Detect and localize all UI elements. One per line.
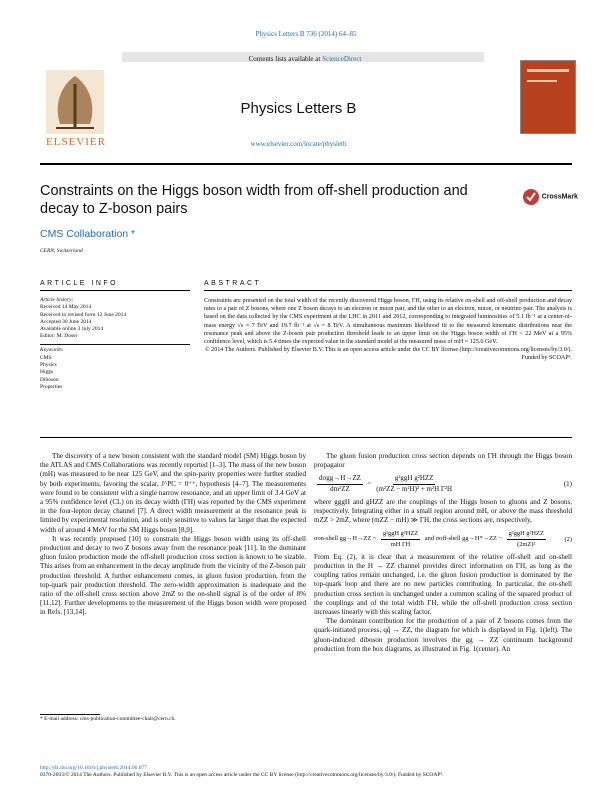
equation-number: (2) — [564, 535, 572, 543]
article-info — [40, 297, 190, 391]
history-item: Accepted 30 June 2014 — [40, 318, 92, 325]
elsevier-logo — [40, 66, 112, 152]
body-paragraph: The gluon fusion production cross section depends on ΓH through the Higgs boson propagator — [314, 452, 572, 470]
footnote-email[interactable]: * E-mail address: cms-publication-committee-chair@cern.ch. — [40, 716, 176, 722]
affiliation: CERN, Switzerland — [40, 248, 83, 254]
history-item: Received in revised form 12 June 2014 — [40, 311, 127, 318]
abstract-body — [204, 297, 572, 363]
article-info-heading: ARTICLE INFO — [40, 280, 119, 287]
journal-cover-image — [520, 60, 576, 134]
history-item: Available online 3 July 2014 — [40, 326, 104, 333]
equation-number: (1) — [563, 479, 572, 488]
eq2-left-denominator: mH ΓH — [390, 540, 411, 548]
equation-2 — [314, 529, 572, 548]
keyword: Higgs — [40, 369, 54, 376]
eq2-left-label: σon-shell gg→H→ZZ ~ — [314, 535, 377, 543]
body-left-column — [40, 452, 306, 618]
body-paragraph: It was recently proposed [10] to constrain the Higgs boson width using its off-shell production and decay to two Z bosons away from the resonance peak [11]. In the dominant gluon fusion production mode the off-shell production cross section is known to be sizable. This arises from an enhancement in the decay amplitude from the vicinity of the Z-boson pair production threshold. A further enhancement comes, in gluon fusion production, from the top-quark pair production threshold. The zero-width approximation is inadequate and the ratio of the off-shell cross section above 2mZ to the on-shell signal is of the order of 8% [11,12]. Further developments to the measurement of the Higgs boson width were proposed in Refs. [13,14]. — [40, 534, 306, 617]
eq2-right-label: and σoff-shell gg→H*→ZZ ~ — [424, 535, 502, 543]
keyword: Diboson — [40, 376, 59, 383]
history-label: Article history: — [40, 297, 74, 303]
elsevier-wordmark: ELSEVIER — [46, 136, 106, 148]
abstract-license[interactable]: © 2014 The Authors. Published by Elsevier B.V. This is an open access article under the CC BY license (http://creativecommons.org/licenses/by/3.0/). Funded by SCOAP³. — [205, 347, 572, 362]
author-name[interactable]: CMS Collaboration * — [40, 228, 136, 240]
eq1-rhs-numerator: g²ggH g²HZZ — [393, 474, 436, 484]
body-right-column — [314, 452, 572, 654]
body-paragraph: The discovery of a new boson consistent with the standard model (SM) Higgs boson by the ATLAS and CMS Collaborations was recently reported [1–3]. The mass of the new boson (mH) was measured to be near 125 GeV, and the spin-parity properties were further studied by both experiments, favoring the scalar, J^PC = 0⁺⁺, hypothesis [4–7]. The measurements were found to be consistent with a single narrow resonance, and an upper limit of 3.4 GeV at a 95% confidence level (CL) on its decay width (ΓH) was reported by the CMS experiment in the four-lepton decay channel [7]. A direct width measurement at the resonance peak is limited by experimental resolution, and is only sensitive to values far larger than the expected width of around 4 MeV for the SM Higgs boson [8,9]. — [40, 452, 306, 534]
contents-prefix: Contents lists available at — [248, 55, 323, 63]
journal-reference[interactable]: Physics Letters B 736 (2014) 64–85 — [255, 30, 357, 38]
sciencedirect-link[interactable]: ScienceDirect — [322, 55, 362, 63]
keyword: Properties — [40, 383, 63, 390]
keyword: CMS — [40, 354, 52, 361]
crossmark-label: CrossMark — [541, 193, 578, 201]
footnote-rule — [40, 714, 100, 715]
keywords-label: Keywords: — [40, 347, 64, 354]
body-paragraph: From Eq. (2), it is clear that a measurement of the relative off-shell and on-shell production in the H → ZZ channel provides direct information on ΓH, as long as the coupling ratios remain unchanged, i.e. the gluon fusion production is dominated by the top-quark loop and there are no new particles contributing. In particular, the on-shell production cross section is unchanged under a common scaling of the squared product of the couplings and of the total width ΓH, while the off-shell production cross section increases linearly with this scaling factor. — [314, 552, 572, 617]
history-item: Received 14 May 2014 — [40, 304, 92, 311]
abstract-heading: ABSTRACT — [204, 280, 262, 287]
article-info-rule — [40, 290, 190, 291]
header-rule — [40, 163, 572, 165]
body-paragraph: where gggH and gHZZ are the couplings of the Higgs boson to gluons and Z bosons, respectively. Integrating either in a small region around mH, or above the mass threshold mZZ > 2mZ, where (mZZ − mH) ≫ ΓH, the cross sections are, respectively, — [314, 497, 572, 525]
crossmark-icon — [522, 188, 540, 206]
journal-homepage-link[interactable]: www.elsevier.com/locate/physletb — [250, 140, 347, 148]
eq2-right-numerator: g²ggH g²HZZ — [507, 529, 546, 539]
keyword: Physics — [40, 361, 57, 368]
contents-line — [130, 55, 480, 63]
eq2-right-denominator: (2mZ)² — [517, 540, 536, 548]
eq1-lhs-denominator: dm²ZZ — [330, 484, 350, 493]
eq1-lhs-numerator: dσgg→H→ZZ — [317, 474, 363, 484]
article-title: Constraints on the Higgs boson width from off-shell production and decay to Z-boson pairs — [40, 183, 468, 217]
eq1-rhs-denominator: (m²ZZ − m²H)² + m²H Γ²H — [376, 484, 453, 493]
footer-license: 0370-2693/© 2014 The Authors. Published by Elsevier B.V. This is an open access article under the CC BY license (http://creativecommons.org/licenses/by/3.0/). Funded by SCOAP³. — [40, 772, 444, 778]
eq2-left-numerator: g²ggH g²HZZ — [381, 529, 420, 539]
page-footer — [40, 765, 572, 779]
crossmark-badge[interactable] — [522, 188, 582, 208]
doi-link[interactable]: http://dx.doi.org/10.1016/j.physletb.2014.06.077 — [40, 765, 147, 771]
body-paragraph: The dominant contribution for the production of a pair of Z bosons comes from the quark-initiated process, qq̄ → ZZ, the diagram for which is displayed in Fig. 1(left). The gluon-induced diboson production involves the gg → ZZ continuum background production from the box diagrams, as illustrated in Fig. 1(center). An — [314, 617, 572, 653]
history-item: Editor: M. Doser — [40, 333, 78, 340]
section-rule — [40, 437, 572, 438]
abstract-rule — [204, 290, 572, 291]
abstract-text: Constraints are presented on the total width of the recently discovered Higgs boson, ΓH, using its relative on-shell and off-shell production and decay rates to a pair of Z bosons, where one Z boson decays to an electron or muon pair, and the other to an electron, muon, or neutrino pair. The analysis is based on the data collected by the CMS experiment at the LHC in 2011 and 2012, corresponding to integrated luminosities of 5.1 fb⁻¹ at a center-of-mass energy √s = 7 TeV and 19.7 fb⁻¹ at √s = 8 TeV. A simultaneous maximum likelihood fit to the measured kinematic distributions near the resonance peak and above the Z-boson pair production threshold leads to an upper limit on the Higgs boson width of ΓH < 22 MeV at a 95% confidence level, which is 5.4 times the expected value in the standard model at the measured mass of mH = 125.6 GeV. — [204, 298, 572, 346]
equation-1: $\frac{\text{dσgg→H→ZZ}}{\text{dm²ZZ}}$ ~ $\frac{\text{g²ggH g²HZZ}}{\text{(m²ZZ − m²H)² + m²H Γ²H}}$ (1) — [319, 474, 572, 493]
journal-title: Physics Letters B — [240, 100, 357, 117]
